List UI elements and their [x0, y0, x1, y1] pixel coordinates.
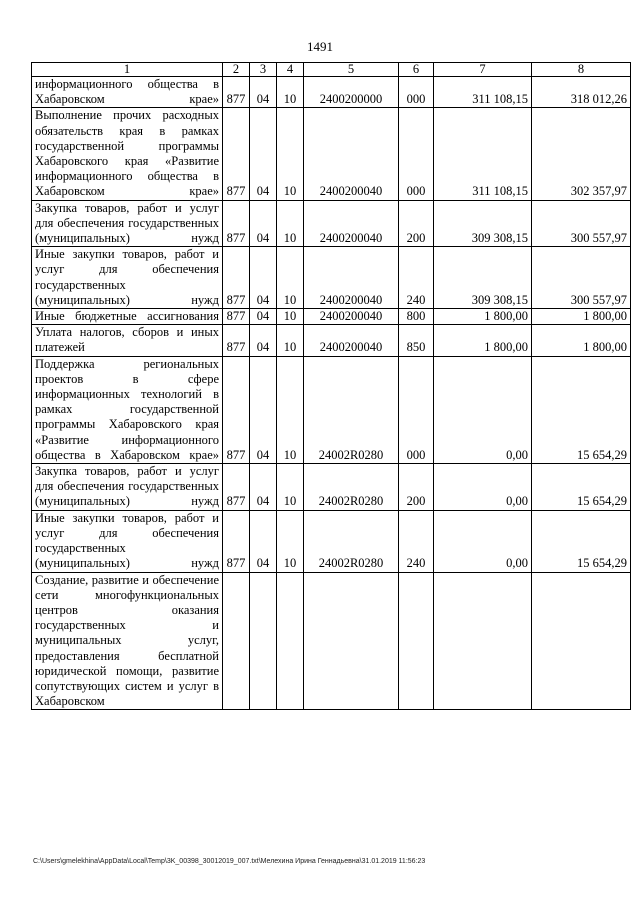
amount-cell: 1 800,00: [532, 309, 631, 325]
grbs-code-cell: 877: [223, 325, 250, 356]
subsection-code-cell: 10: [277, 247, 304, 309]
grbs-code-cell: 877: [223, 309, 250, 325]
section-code-cell: 04: [250, 77, 277, 108]
subsection-code-cell: 10: [277, 510, 304, 572]
expense-type-cell: 000: [399, 77, 434, 108]
target-article-cell: 24002R0280: [304, 464, 399, 511]
target-article-cell: 2400200000: [304, 77, 399, 108]
section-code-cell: 04: [250, 200, 277, 247]
header-cell: 6: [399, 63, 434, 77]
grbs-code-cell: 877: [223, 247, 250, 309]
amount-cell: 300 557,97: [532, 247, 631, 309]
section-code-cell: [250, 572, 277, 710]
expense-type-cell: [399, 572, 434, 710]
target-article-cell: 24002R0280: [304, 510, 399, 572]
header-cell: 5: [304, 63, 399, 77]
header-cell: 7: [434, 63, 532, 77]
subsection-code-cell: 10: [277, 309, 304, 325]
section-code-cell: 04: [250, 510, 277, 572]
section-code-cell: 04: [250, 464, 277, 511]
page-number: 1491: [307, 39, 333, 54]
description-cell: Поддержка региональных проектов в сфере информационных технологий в рамках государственной программы Хабаровского края «Развитие информационного общества в Хабаровском крае»: [32, 356, 223, 463]
subsection-code-cell: 10: [277, 108, 304, 200]
header-cell: 8: [532, 63, 631, 77]
description-cell: Создание, развитие и обеспечение сети многофункциональных центров оказания государственных и муниципальных услуг, предоставления бесплатной юридической помощи, развитие сопутствующих систем и услуг в Хабаровском: [32, 572, 223, 710]
amount-cell: 15 654,29: [532, 356, 631, 463]
description-cell: информационного общества в Хабаровском крае»: [32, 77, 223, 108]
expense-type-cell: 800: [399, 309, 434, 325]
description-cell: Иные закупки товаров, работ и услуг для обеспечения государственных (муниципальных) нужд: [32, 247, 223, 309]
amount-cell: 1 800,00: [434, 325, 532, 356]
amount-cell: [434, 572, 532, 710]
section-code-cell: 04: [250, 325, 277, 356]
amount-cell: 311 108,15: [434, 108, 532, 200]
description-cell: Выполнение прочих расходных обязательств края в рамках государственной программы Хабаровского края «Развитие информационного общества в Хабаровском крае»: [32, 108, 223, 200]
section-code-cell: 04: [250, 309, 277, 325]
amount-cell: 0,00: [434, 356, 532, 463]
table-row: [32, 77, 631, 108]
grbs-code-cell: 877: [223, 77, 250, 108]
amount-cell: 318 012,26: [532, 77, 631, 108]
description-cell: Закупка товаров, работ и услуг для обеспечения государственных (муниципальных) нужд: [32, 464, 223, 511]
subsection-code-cell: [277, 572, 304, 710]
description-cell: Закупка товаров, работ и услуг для обеспечения государственных (муниципальных) нужд: [32, 200, 223, 247]
expense-type-cell: 000: [399, 108, 434, 200]
description-cell: Уплата налогов, сборов и иных платежей: [32, 325, 223, 356]
target-article-cell: 2400200040: [304, 325, 399, 356]
table-row: [32, 464, 631, 511]
section-code-cell: 04: [250, 356, 277, 463]
header-cell: 4: [277, 63, 304, 77]
grbs-code-cell: 877: [223, 356, 250, 463]
amount-cell: 0,00: [434, 464, 532, 511]
table-row: [32, 572, 631, 710]
budget-table: [31, 62, 631, 710]
amount-cell: 1 800,00: [532, 325, 631, 356]
expense-type-cell: 850: [399, 325, 434, 356]
expense-type-cell: 200: [399, 464, 434, 511]
amount-cell: 309 308,15: [434, 200, 532, 247]
table-row: [32, 247, 631, 309]
table-row: [32, 108, 631, 200]
target-article-cell: 2400200040: [304, 200, 399, 247]
grbs-code-cell: 877: [223, 108, 250, 200]
section-code-cell: 04: [250, 247, 277, 309]
subsection-code-cell: 10: [277, 77, 304, 108]
grbs-code-cell: [223, 572, 250, 710]
grbs-code-cell: 877: [223, 510, 250, 572]
expense-type-cell: 240: [399, 510, 434, 572]
amount-cell: 1 800,00: [434, 309, 532, 325]
expense-type-cell: 200: [399, 200, 434, 247]
header-cell: 2: [223, 63, 250, 77]
subsection-code-cell: 10: [277, 325, 304, 356]
target-article-cell: 2400200040: [304, 247, 399, 309]
description-cell: Иные закупки товаров, работ и услуг для обеспечения государственных (муниципальных) нужд: [32, 510, 223, 572]
subsection-code-cell: 10: [277, 356, 304, 463]
amount-cell: 15 654,29: [532, 464, 631, 511]
amount-cell: 15 654,29: [532, 510, 631, 572]
target-article-cell: [304, 572, 399, 710]
grbs-code-cell: 877: [223, 464, 250, 511]
amount-cell: [532, 572, 631, 710]
table-row: [32, 200, 631, 247]
expense-type-cell: 240: [399, 247, 434, 309]
grbs-code-cell: 877: [223, 200, 250, 247]
section-code-cell: 04: [250, 108, 277, 200]
table-row: [32, 510, 631, 572]
target-article-cell: 2400200040: [304, 108, 399, 200]
expense-type-cell: 000: [399, 356, 434, 463]
table-row: [32, 356, 631, 463]
amount-cell: 311 108,15: [434, 77, 532, 108]
header-cell: 1: [32, 63, 223, 77]
table-row: [32, 309, 631, 325]
description-cell: Иные бюджетные ассигнования: [32, 309, 223, 325]
amount-cell: 0,00: [434, 510, 532, 572]
table-row: [32, 325, 631, 356]
header-row: [32, 63, 631, 77]
target-article-cell: 2400200040: [304, 309, 399, 325]
subsection-code-cell: 10: [277, 200, 304, 247]
amount-cell: 302 357,97: [532, 108, 631, 200]
amount-cell: 309 308,15: [434, 247, 532, 309]
file-path-footer: C:\Users\gmelekhina\AppData\Local\Temp\3K_00398_30012019_007.txt\Мелехина Ирина Геннадьевна\31.01.2019 11:56:23: [33, 858, 426, 865]
subsection-code-cell: 10: [277, 464, 304, 511]
header-cell: 3: [250, 63, 277, 77]
amount-cell: 300 557,97: [532, 200, 631, 247]
target-article-cell: 24002R0280: [304, 356, 399, 463]
